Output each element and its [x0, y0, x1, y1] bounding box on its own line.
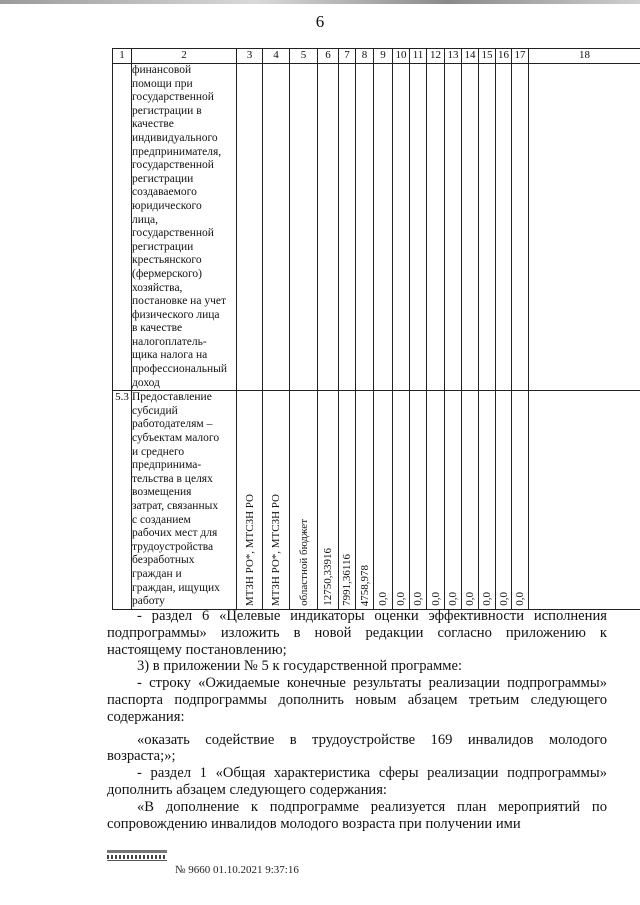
column-header: 17 — [512, 49, 529, 64]
column-header: 1 — [113, 49, 132, 64]
table-cell — [290, 64, 318, 391]
text-line: налогоплатель- — [132, 335, 207, 348]
text-line: в качестве — [132, 322, 183, 335]
table-cell — [410, 64, 427, 391]
year-amount: 0,0 — [395, 592, 407, 606]
column-header: 8 — [356, 49, 374, 64]
measure-name-cell — [132, 64, 237, 391]
paragraph: 3) в приложении № 5 к государственной программе: — [137, 658, 463, 675]
text-line: хозяйства, — [132, 281, 183, 294]
table-row — [113, 64, 640, 391]
column-header: 2 — [132, 49, 237, 64]
paragraph: - строку «Ожидаемые конечные результаты реализации подпрограммы» паспорта подпрограммы дополнить новым абзацем третьим следующего содержания: — [107, 675, 607, 725]
text-line: постановке на учет — [132, 295, 226, 308]
text-line: граждан и — [132, 567, 182, 580]
column-header: 5 — [290, 49, 318, 64]
text-line: качестве — [132, 118, 174, 131]
text-line: затрат, связанных — [132, 500, 219, 512]
text-line: с созданием — [132, 513, 191, 526]
year-amount: 0,0 — [464, 592, 476, 606]
total-amount: 12750,33916 — [322, 548, 334, 606]
text-line: безработных — [132, 554, 195, 567]
government-emblem-stamp — [107, 847, 167, 863]
text-line: регистрации в — [132, 104, 202, 117]
year-amount: 4758,978 — [358, 564, 371, 606]
text-line: (фермерского) — [132, 267, 202, 280]
table-cell — [318, 64, 339, 391]
table-cell — [445, 64, 462, 391]
table-header-row — [113, 49, 640, 64]
column-header: 18 — [529, 49, 640, 64]
column-header: 9 — [374, 49, 393, 64]
year-amount: 7991,36116 — [341, 553, 353, 606]
value-cell — [318, 391, 339, 610]
value-cell — [339, 391, 356, 610]
table-cell — [512, 64, 529, 391]
text-line: помощи при — [132, 77, 193, 90]
text-line: государственной — [132, 159, 214, 172]
table-cell — [393, 64, 410, 391]
text-line: работодателям – — [132, 418, 213, 431]
year-amount: 0,0 — [447, 592, 459, 606]
text-line: юридического — [132, 199, 202, 212]
value-cell — [393, 391, 410, 610]
paragraph: - раздел 1 «Общая характеристика сферы реализации подпрограммы» дополнить абзацем следующего содержания: — [107, 765, 607, 798]
column-header: 6 — [318, 49, 339, 64]
text-line: Предоставление — [132, 391, 212, 404]
text-line: тельства в целях — [132, 472, 213, 485]
column-header: 4 — [263, 49, 290, 64]
table-cell — [529, 391, 640, 610]
column-header: 10 — [393, 49, 410, 64]
column-header: 3 — [237, 49, 263, 64]
text-line: и среднего — [132, 445, 185, 458]
text-line: субсидий — [132, 404, 178, 417]
table-cell — [496, 64, 512, 391]
column-header: 11 — [410, 49, 427, 64]
paragraph: «В дополнение к подпрограмме реализуется план мероприятий по сопровождению инвалидов молодого возраста при получении ими — [107, 798, 607, 832]
text-line: возмещения — [132, 486, 192, 499]
table-cell — [479, 64, 496, 391]
value-cell — [496, 391, 512, 610]
value-cell — [512, 391, 529, 610]
value-cell — [356, 391, 374, 610]
text-line: государственной — [132, 91, 214, 104]
column-header: 15 — [479, 49, 496, 64]
text-line: субъектам малого — [132, 432, 220, 445]
text-line: физического лица — [132, 308, 220, 321]
text-line: лица, — [132, 213, 159, 226]
text-line: предпринима- — [132, 459, 202, 472]
paragraph: «оказать содействие в трудоустройстве 169 инвалидов молодого возраста;»; — [107, 731, 607, 765]
page-top-edge — [0, 0, 640, 4]
text-line: государственной — [132, 227, 214, 240]
value-cell — [462, 391, 479, 610]
year-amount: 0,0 — [497, 592, 510, 606]
column-header: 7 — [339, 49, 356, 64]
table-cell — [529, 64, 640, 391]
measure-name-cell — [132, 391, 237, 610]
column-header: 16 — [496, 49, 512, 64]
text-line: работу — [132, 595, 165, 608]
value-cell — [410, 391, 427, 610]
text-line: трудоустройства — [132, 540, 214, 553]
text-line: индивидуального — [132, 131, 218, 144]
paragraph: - раздел 6 «Целевые индикаторы оценки эффективности исполнения подпрограммы» изложить в новой редакции согласно приложению к настоящему постановлению; — [107, 608, 607, 658]
text-line: регистрации — [132, 240, 194, 253]
document-body — [107, 608, 607, 832]
year-amount: 0,0 — [377, 592, 389, 606]
year-amount: 0,0 — [514, 592, 526, 606]
funding-source: областной бюджет — [297, 518, 310, 606]
year-amount: 0,0 — [412, 592, 424, 606]
column-header: 14 — [462, 49, 479, 64]
value-cell — [445, 391, 462, 610]
year-amount: 0,0 — [481, 592, 493, 606]
year-amount: 0,0 — [429, 592, 442, 606]
text-line: доход — [132, 376, 160, 389]
row-number — [113, 64, 132, 391]
co-executor-cell — [263, 391, 290, 610]
text-line: регистрации — [132, 172, 194, 185]
co-executor: МТЗН РО*, МТСЗН РО — [270, 493, 282, 606]
row-number: 5.3 — [113, 391, 132, 610]
table-cell — [339, 64, 356, 391]
column-header: 13 — [445, 49, 462, 64]
column-header: 12 — [427, 49, 445, 64]
text-line: предпринимателя, — [132, 145, 222, 158]
page-number: 6 — [315, 12, 325, 31]
text-line: щика налога на — [132, 349, 208, 362]
table-row — [113, 391, 640, 610]
funding-source-cell — [290, 391, 318, 610]
text-line: финансовой — [132, 64, 192, 76]
table-cell — [237, 64, 263, 391]
table-cell — [427, 64, 445, 391]
table-cell — [263, 64, 290, 391]
table-cell — [356, 64, 374, 391]
responsible-executor: МТЗН РО*, МТСЗН РО — [243, 493, 256, 606]
responsible-executor-cell — [237, 391, 263, 610]
value-cell — [374, 391, 393, 610]
text-line: профессиональный — [132, 363, 227, 376]
document-registration-number: № 9660 01.10.2021 9:37:16 — [175, 864, 299, 876]
text-line: граждан, ищущих — [132, 581, 220, 594]
program-table — [112, 48, 640, 610]
value-cell — [479, 391, 496, 610]
text-line: создаваемого — [132, 186, 197, 199]
table-cell — [462, 64, 479, 391]
text-line: крестьянского — [132, 254, 202, 267]
table-cell — [374, 64, 393, 391]
text-line: рабочих мест для — [132, 527, 218, 540]
value-cell — [427, 391, 445, 610]
